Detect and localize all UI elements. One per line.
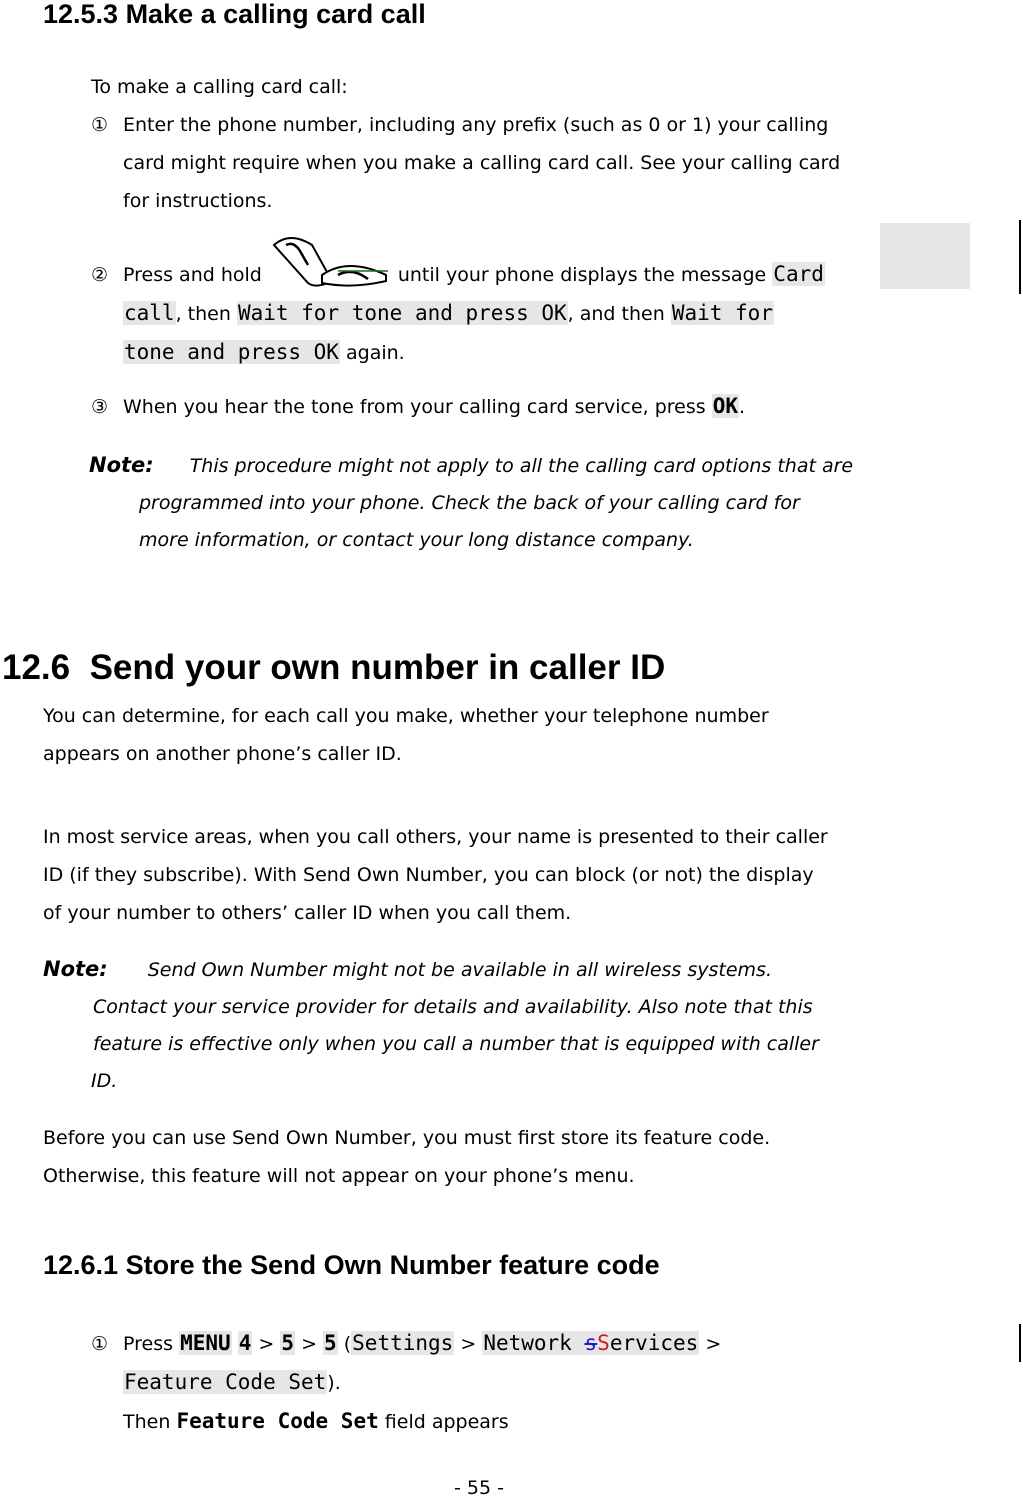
- feature-code-step-1: ① Press MENU 4 > 5 > 5 (Settings > Network sServices > Feature Code Set). Then Feature Code Set field appears: [91, 1324, 1011, 1441]
- calling-card-intro: To make a calling card call:: [91, 76, 348, 98]
- note-label: Note:: [89, 453, 154, 477]
- section-heading-12-6: 12.6 Send your own number in caller ID: [2, 648, 666, 687]
- change-bar-bottom: [1019, 1324, 1021, 1362]
- end-call-key-icon: [268, 265, 392, 287]
- calling-card-step-1: ① Enter the phone number, including any prefix (such as 0 or 1) your calling card might require when you make a calling card call. See your calling card for instructions.: [91, 106, 1011, 220]
- calling-card-note: Note: This procedure might not apply to all the calling card options that are programmed into your phone. Check the back of your calling card for more information, or contact your long distance company.: [89, 453, 854, 551]
- section-heading-12-5-3: 12.5.3 Make a calling card call: [43, 0, 426, 29]
- caller-id-para-2: In most service areas, when you call others, your name is presented to their caller ID (if they subscribe). With Send Own Number, you can block (or not) the display of your number to others’ caller ID when you call them.: [43, 826, 828, 924]
- change-bar-top: [1019, 220, 1021, 294]
- calling-card-step-2: ② Press and hold until your phone displays the message Card call, then Wait for tone and press OK, and then Wait for tone and press OK again.: [91, 255, 1011, 372]
- step-marker: ①: [91, 114, 109, 136]
- menu-key: MENU: [180, 1331, 231, 1355]
- page-number: - 55 -: [454, 1477, 504, 1499]
- note-label: Note:: [43, 957, 108, 981]
- calling-card-step-3: ③ When you hear the tone from your calling card service, press OK.: [91, 387, 745, 426]
- caller-id-para-3: Before you can use Send Own Number, you must first store its feature code. Otherwise, this feature will not appear on your phone’s menu.: [43, 1127, 771, 1187]
- caller-id-note: Note: Send Own Number might not be available in all wireless systems. Contact your service provider for details and availability. Also note that this feature is effective only when you call a number that is equipped with caller ID.: [43, 957, 819, 1092]
- step-marker: ①: [91, 1333, 109, 1355]
- section-heading-12-6-1: 12.6.1 Store the Send Own Number feature code: [43, 1250, 660, 1280]
- step-marker: ③: [91, 396, 109, 418]
- step-marker: ②: [91, 264, 109, 286]
- tracked-insertion: S: [597, 1331, 610, 1355]
- tracked-deletion: s: [584, 1331, 598, 1355]
- caller-id-para-1: You can determine, for each call you make, whether your telephone number appears on another phone’s caller ID.: [43, 705, 769, 765]
